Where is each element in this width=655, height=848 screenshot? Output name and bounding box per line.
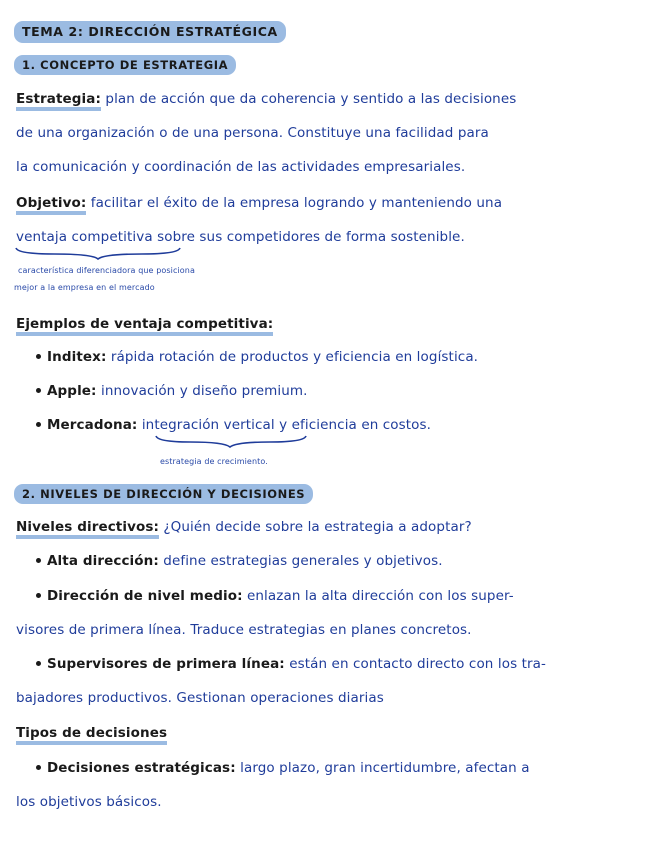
estrategia-line-3: la comunicación y coordinación de las actividades empresariales.: [16, 159, 466, 175]
ejemplos-heading: [16, 315, 273, 336]
super-desc-1: están en contacto directo con los tra-: [289, 656, 546, 672]
objetivo-def-2: sobre sus competidores de forma sostenible.: [157, 229, 465, 245]
example-desc: innovación y diseño premium.: [100, 383, 308, 399]
objetivo-label: Objetivo:: [16, 196, 86, 215]
objetivo-line-2: [16, 228, 465, 246]
alta-direccion-item: [36, 552, 443, 570]
medio-desc-2: visores de primera línea. Traduce estrategias en planes concretos.: [16, 622, 472, 638]
niveles-label: Niveles directivos:: [16, 520, 159, 539]
decisiones-estrategicas-item: [36, 759, 530, 777]
nivel-medio-item: [36, 587, 514, 605]
alta-desc: define estrategias generales y objetivos.: [163, 553, 443, 569]
example-name: Apple:: [47, 383, 97, 399]
objetivo-def-1: facilitar el éxito de la empresa logrando y manteniendo una: [90, 195, 503, 211]
section-2-title: 2. NIVELES DE DIRECCIÓN Y DECISIONES: [14, 484, 313, 504]
example-mercadona: [36, 416, 431, 434]
mercadona-note: estrategia de crecimiento.: [160, 457, 268, 466]
page-title: TEMA 2: DIRECCIÓN ESTRATÉGICA: [14, 21, 286, 43]
decis-label: Decisiones estratégicas:: [47, 760, 236, 776]
super-label: Supervisores de primera línea:: [47, 656, 285, 672]
estrategia-line-1: [16, 90, 516, 111]
estrategia-def-1: plan de acción que da coherencia y sentido a las decisiones: [105, 91, 517, 107]
tipos-label: Tipos de decisiones: [16, 726, 167, 745]
section-1-title: 1. CONCEPTO DE ESTRATEGIA: [14, 55, 236, 75]
super-desc-2: bajadores productivos. Gestionan operaciones diarias: [16, 690, 384, 706]
example-inditex: [36, 348, 478, 366]
niveles-question: ¿Quién decide sobre la estrategia a adoptar?: [163, 519, 472, 535]
bullet-icon: [36, 661, 41, 666]
bullet-icon: [36, 354, 41, 359]
brace-under-ventaja: [14, 246, 184, 260]
bullet-icon: [36, 388, 41, 393]
niveles-line: [16, 518, 472, 539]
example-name: Mercadona:: [47, 417, 138, 433]
alta-label: Alta dirección:: [47, 553, 159, 569]
example-name: Inditex:: [47, 349, 107, 365]
integracion-vertical-term: integración vertical: [141, 417, 275, 433]
bullet-icon: [36, 765, 41, 770]
estrategia-label: Estrategia:: [16, 92, 101, 111]
estrategia-line-2: de una organización o de una persona. Constituye una facilidad para: [16, 125, 489, 141]
bullet-icon: [36, 558, 41, 563]
supervisores-item: [36, 655, 546, 673]
example-apple: [36, 382, 308, 400]
brace-under-integracion: [154, 434, 312, 448]
medio-desc-1: enlazan la alta dirección con los super-: [247, 588, 514, 604]
example-desc: rápida rotación de productos y eficiencia en logística.: [110, 349, 479, 365]
decis-desc-1: largo plazo, gran incertidumbre, afectan a: [240, 760, 530, 776]
bullet-icon: [36, 593, 41, 598]
example-desc: y eficiencia en costos.: [279, 417, 432, 433]
ventaja-note-2: mejor a la empresa en el mercado: [14, 283, 155, 292]
ventaja-note-1: característica diferenciadora que posiciona: [18, 266, 195, 275]
bullet-icon: [36, 422, 41, 427]
ejemplos-label: Ejemplos de ventaja competitiva:: [16, 317, 273, 336]
tipos-heading: [16, 724, 167, 745]
decis-desc-2: los objetivos básicos.: [16, 794, 162, 810]
medio-label: Dirección de nivel medio:: [47, 588, 243, 604]
objetivo-line-1: [16, 194, 502, 215]
ventaja-competitiva-term: ventaja competitiva: [16, 229, 153, 245]
